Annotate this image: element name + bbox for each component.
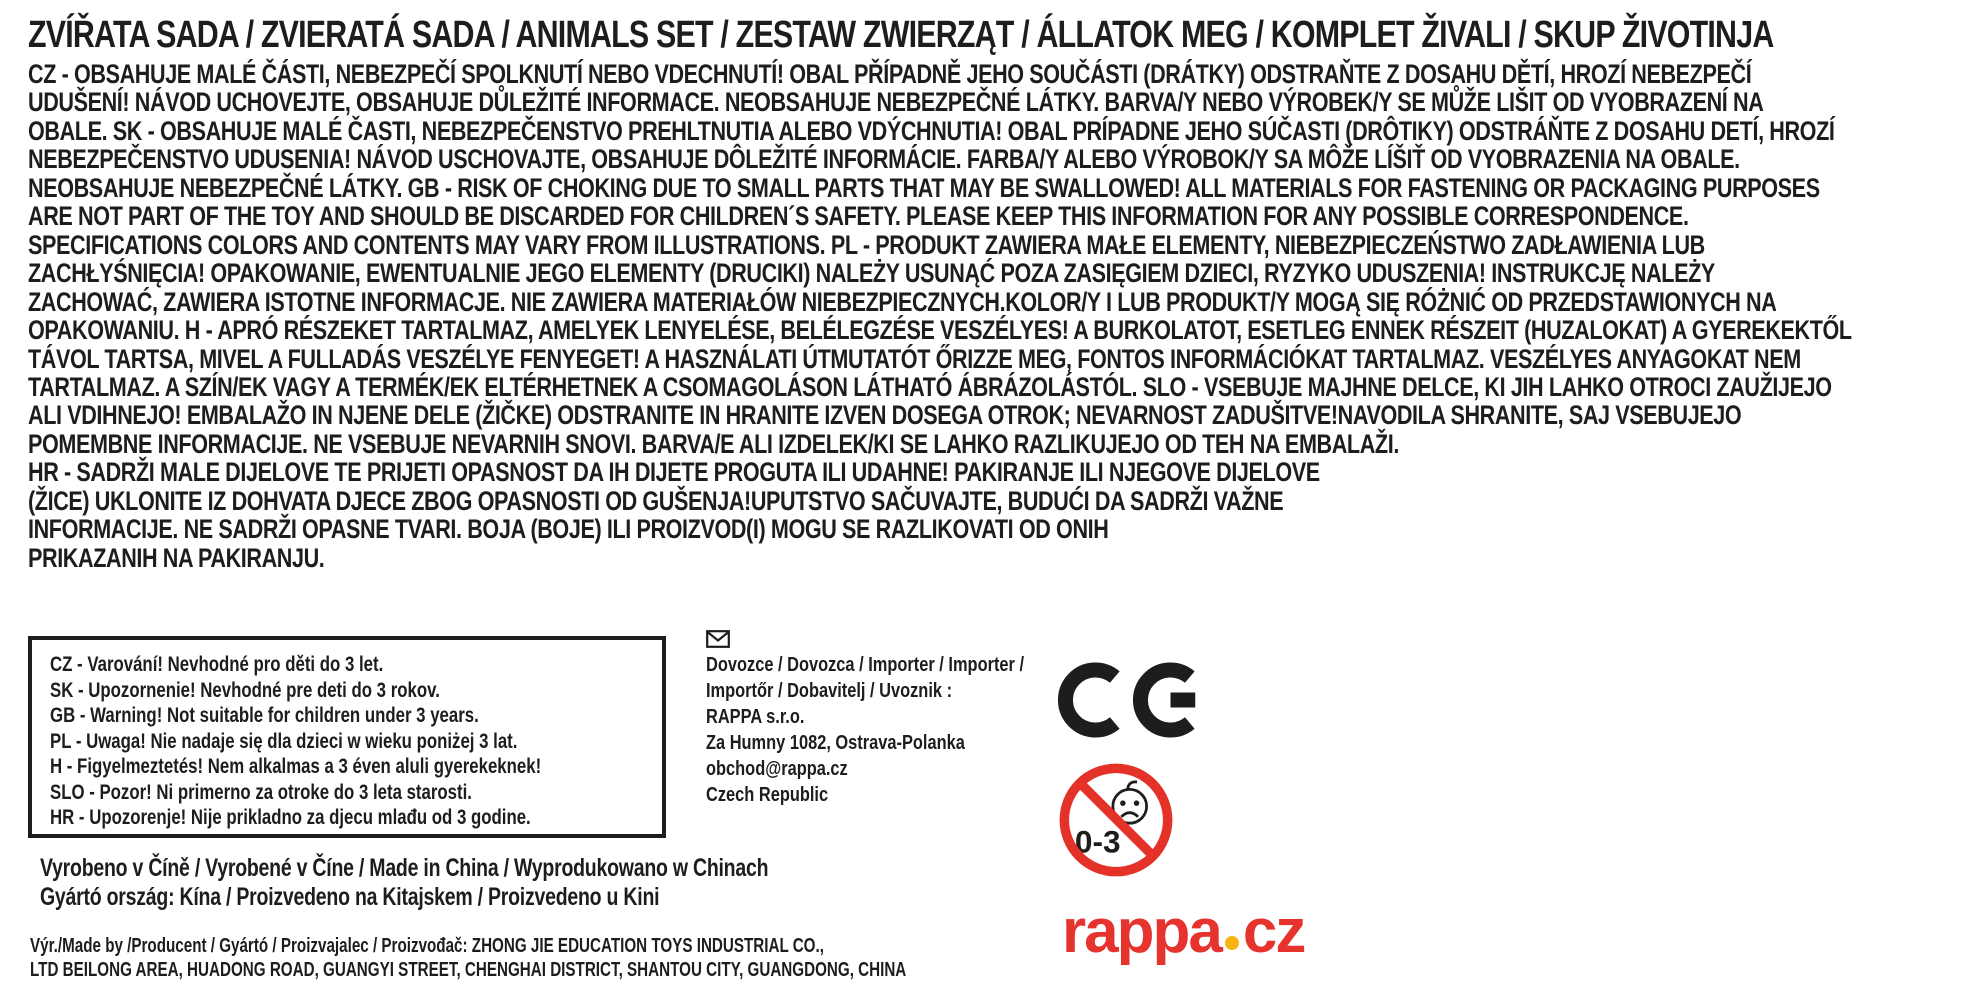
- safety-text-line: UDUŠENÍ! NÁVOD UCHOVEJTE, OBSAHUJE DŮLEŽITÉ INFORMACE. NEOBSAHUJE NEBEZPEČNÉ LÁTKY. BARVA/Y NEBO VÝROBEK/Y SE MŮŽE LIŠIT OD VYOBRAZENÍ NA: [28, 87, 1764, 118]
- age-warning-icon: [1058, 762, 1174, 878]
- warning-line-hr: HR - Upozorenje! Nije prikladno za djecu mlađu od 3 godine.: [50, 806, 531, 829]
- safety-text-line: ARE NOT PART OF THE TOY AND SHOULD BE DISCARDED FOR CHILDREN´S SAFETY. PLEASE KEEP THIS INFORMATION FOR ANY POSSIBLE CORRESPONDENCE.: [28, 201, 1689, 232]
- warning-line-sk: SK - Upozornenie! Nevhodné pre deti do 3 rokov.: [50, 678, 440, 702]
- warning-line-pl: PL - Uwaga! Nie nadaje się dla dzieci w wieku poniżej 3 lat.: [50, 729, 518, 753]
- envelope-icon: [706, 630, 730, 648]
- safety-text-line: (ŽICE) UKLONITE IZ DOHVATA DJECE ZBOG OPASNOSTI OD GUŠENJA!UPUTSTVO SAČUVAJTE, BUDUĆI DA SADRŽI VAŽNE: [28, 485, 1284, 516]
- importer-email: obchod@rappa.cz: [706, 758, 848, 780]
- made-in-block: [40, 854, 974, 912]
- rappa-logo-tld: cz: [1242, 897, 1305, 966]
- manufacturer-line-1: Výr./Made by /Producent / Gyártó / Proizvajalec / Proizvođač: ZHONG JIE EDUCATION TOYS INDUSTRIAL CO.,: [30, 935, 824, 957]
- page-title: ZVÍŘATA SADA / ZVIERATÁ SADA / ANIMALS SET / ZESTAW ZWIERZĄT / ÁLLATOK MEG / KOMPLET ŽIVALI / SKUP ŽIVOTINJA: [28, 14, 1774, 56]
- ce-mark-icon: [1058, 646, 1208, 754]
- importer-company: RAPPA s.r.o.: [706, 706, 805, 728]
- age-warning-box: [28, 636, 666, 838]
- warning-line-cz: CZ - Varování! Nevhodné pro děti do 3 let.: [50, 653, 384, 676]
- safety-text-line: TARTALMAZ. A SZÍN/EK VAGY A TERMÉK/EK ELTÉRHETNEK A CSOMAGOLÁSON LÁTHATÓ ÁBRÁZOLÁSTÓL. SLO - VSEBUJE MAJHNE DELCE, KI JIH LAHKO OTROCI ZAUŽIJEJO: [28, 371, 1832, 402]
- importer-block: [706, 630, 1094, 808]
- importer-line: Dovozce / Dovozca / Importer / Importer /: [706, 654, 1025, 676]
- safety-text-line: PRIKAZANIH NA PAKIRANJU.: [28, 542, 325, 573]
- safety-text-line: OBALE. SK - OBSAHUJE MALÉ ČASTI, NEBEZPEČENSTVO PREHLTNUTIA ALEBO VDÝCHNUTIA! OBAL PRÍPADNE JEHO SÚČASTI (DRÔTIKY) ODSTRÁŇTE Z DOSAHU DETÍ, HROZÍ: [28, 115, 1835, 146]
- safety-text-line: SPECIFICATIONS COLORS AND CONTENTS MAY VARY FROM ILLUSTRATIONS. PL - PRODUKT ZAWIERA MAŁE ELEMENTY, NIEBEZPIECZEŃSTWO ZADŁAWIENIA LUB: [28, 229, 1705, 260]
- safety-text-block: [28, 60, 1971, 572]
- warning-line-slo: SLO - Pozor! Ni primerno za otroke do 3 leta starosti.: [50, 780, 472, 804]
- safety-text-line: TÁVOL TARTSA, MIVEL A FULLADÁS VESZÉLYE FENYEGET! A HASZNÁLATI ÚTMUTATÓT ŐRIZZE MEG, FONTOS INFORMÁCIÓKAT TARTALMAZ. VESZÉLYES ANYAGOKAT NEM: [28, 343, 1801, 374]
- safety-text-line: ALI VDIHNEJO! EMBALAŽO IN NJENE DELE (ŽIČKE) ODSTRANITE IN HRANITE IZVEN DOSEGA OTROK; NEVARNOST ZADUŠITVE!NAVODILA SHRANITE, SAJ VSEBUJEJO: [28, 400, 1742, 431]
- safety-text-line: OPAKOWANIU. H - APRÓ RÉSZEKET TARTALMAZ, AMELYEK LENYELÉSE, BELÉLEGZÉSE VESZÉLYES! A BURKOLATOT, ESETLEG ENNEK RÉSZEIT (HUZALOKAT) A GYEREKEKTŐL: [28, 315, 1852, 346]
- safety-text-line: INFORMACIJE. NE SADRŽI OPASNE TVARI. BOJA (BOJE) ILI PROIZVOD(I) MOGU SE RAZLIKOVATI OD ONIH: [28, 514, 1109, 545]
- age-warning-label: 0-3: [1074, 823, 1121, 860]
- rappa-logo-dot: [1225, 936, 1239, 950]
- safety-text-line: HR - SADRŽI MALE DIJELOVE TE PRIJETI OPASNOST DA IH DIJETE PROGUTA ILI UDAHNE! PAKIRANJE ILI NJEGOVE DIJELOVE: [28, 457, 1320, 488]
- safety-text-line: CZ - OBSAHUJE MALÉ ČÁSTI, NEBEZPEČÍ SPOLKNUTÍ NEBO VDECHNUTÍ! OBAL PŘÍPADNĚ JEHO SOUČÁSTI (DRÁTKY) ODSTRAŇTE Z DOSAHU DĚTÍ, HROZÍ NEBEZPEČÍ: [28, 59, 1752, 89]
- made-in-line-2: Gyártó ország: Kína / Proizvedeno na Kitajskem / Proizvedeno u Kini: [40, 883, 660, 911]
- safety-text-line: NEBEZPEČENSTVO UDUSENIA! NÁVOD USCHOVAJTE, OBSAHUJE DÔLEŽITÉ INFORMÁCIE. FARBA/Y ALEBO VÝROBOK/Y SA MÔŽE LÍŠIŤ OD VYOBRAZENIA NA OBALE.: [28, 144, 1740, 175]
- importer-country: Czech Republic: [706, 784, 829, 806]
- safety-text-line: POMEMBNE INFORMACIJE. NE VSEBUJE NEVARNIH SNOVI. BARVA/E ALI IZDELEK/KI SE LAHKO RAZLIKUJEJO OD TEH NA EMBALAŽI.: [28, 428, 1399, 459]
- warning-line-gb: GB - Warning! Not suitable for children under 3 years.: [50, 704, 479, 727]
- made-in-line-1: Vyrobeno v Číně / Vyrobené v Číne / Made in China / Wyprodukowano w Chinach: [40, 854, 769, 882]
- manufacturer-block: [30, 934, 1183, 982]
- warning-line-h: H - Figyelmeztetés! Nem alkalmas a 3 éven aluli gyerekeknek!: [50, 755, 542, 778]
- safety-text-line: ZACHOWAĆ, ZAWIERA ISTOTNE INFORMACJE. NIE ZAWIERA MATERIAŁÓW NIEBEZPIECZNYCH.KOLOR/Y I LUB PRODUKT/Y MOGĄ SIĘ RÓŻNIĆ OD PRZEDSTAWIONYCH NA: [28, 286, 1777, 317]
- rappa-logo-text: rappa: [1062, 897, 1221, 966]
- safety-text-line: NEOBSAHUJE NEBEZPEČNÉ LÁTKY. GB - RISK OF CHOKING DUE TO SMALL PARTS THAT MAY BE SWALLOWED! ALL MATERIALS FOR FASTENING OR PACKAGING PURPOSES: [28, 172, 1820, 203]
- importer-line: Importőr / Dobavitelj / Uvoznik :: [706, 680, 953, 702]
- importer-address: Za Humny 1082, Ostrava-Polanka: [706, 732, 965, 754]
- manufacturer-line-2: LTD BEILONG AREA, HUADONG ROAD, GUANGYI STREET, CHENGHAI DISTRICT, SHANTOU CITY, GUANGDONG, CHINA: [30, 959, 907, 981]
- safety-text-line: ZACHŁYŚNIĘCIA! OPAKOWANIE, EWENTUALNIE JEGO ELEMENTY (DRUCIKI) NALEŻY USUNĄĆ POZA ZASIĘGIEM DZIECI, RYZYKO UDUSZENIA! INSTRUKCJĘ NALEŻY: [28, 258, 1715, 289]
